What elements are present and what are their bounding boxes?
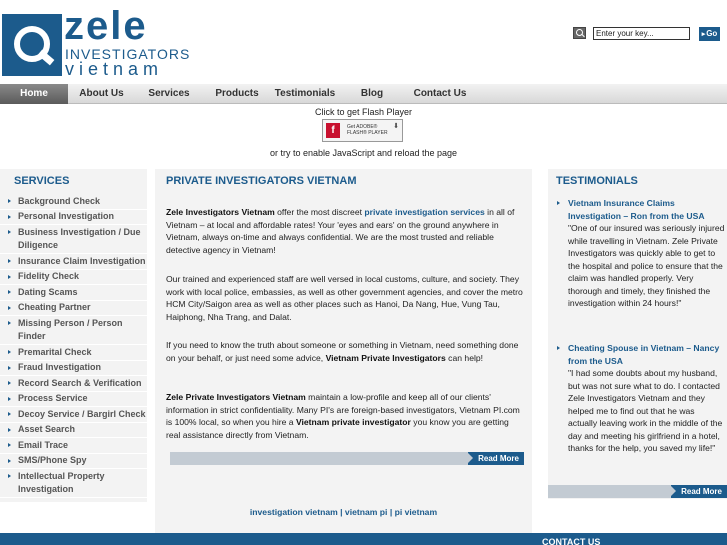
testimonial-2-body: "I had some doubts about my husband, but was not sure what to do. I contacted Zele Investigators Vietnam and they helped me to find out that he was actually leaving work in the middle of the day and meeting his girlfriend in a hotel, thanks for the help, you saved my life!": [568, 368, 723, 453]
testimonial-1-heading[interactable]: Vietnam Insurance Claims Investigation – Ron from the USA: [556, 197, 726, 222]
footer-contact-title: CONTACT US: [542, 537, 601, 545]
service-premarital-check[interactable]: Premarital Check: [0, 345, 147, 361]
pi-services-link[interactable]: private investigation services: [364, 207, 485, 217]
site-logo[interactable]: [2, 4, 191, 79]
service-missing-person[interactable]: Missing Person / Person Finder: [0, 316, 147, 345]
site-header: [0, 0, 727, 84]
services-list: [0, 194, 147, 498]
service-personal-investigation[interactable]: Personal Investigation: [0, 210, 147, 226]
flash-button-line1: Get ADOBE®: [347, 124, 378, 130]
service-intellectual-property[interactable]: Intellectual Property Investigation: [0, 469, 147, 498]
testimonial-1-body: "One of our insured was seriously injured while travelling in Vietnam. Zele Private Investigators was quickly able to get to the hospital and police to ensure that the claim was handled properly. Very thorough and timely, they finished the investigation within 24 hours!": [568, 223, 725, 308]
service-fraud-investigation[interactable]: Fraud Investigation: [0, 361, 147, 377]
testimonial-2: [556, 342, 726, 455]
services-sidebar: [0, 169, 147, 502]
intro-bold: Zele Investigators Vietnam: [166, 207, 275, 217]
nav-products[interactable]: Products: [215, 88, 259, 99]
service-process-service[interactable]: Process Service: [0, 392, 147, 408]
logo-country: vietnam: [65, 59, 164, 79]
testimonials-readmore-bar: [548, 485, 727, 498]
nav-home[interactable]: Home: [0, 84, 68, 104]
staff-paragraph: Our trained and experienced staff are well versed in local customs, culture, and society. They work with local police, embassies, as well as other government agencies, and cover the metro HCM City/Saigon area as well as other places such as Hanoi, Da Nang, Hue, Vung Tau, Haiphong, Nha Trang, and Dalat.: [166, 274, 523, 322]
logo-q-icon: [2, 14, 62, 76]
main-read-more-button[interactable]: Read More: [468, 452, 524, 465]
search-go-button[interactable]: ▸ Go: [699, 27, 720, 41]
testimonials-title: TESTIMONIALS: [556, 175, 638, 187]
service-fidelity-check[interactable]: Fidelity Check: [0, 270, 147, 286]
main-nav: [0, 84, 727, 104]
service-email-trace[interactable]: Email Trace: [0, 438, 147, 454]
seo-links[interactable]: investigation vietnam | vietnam pi | pi vietnam: [249, 507, 438, 517]
main-content: [155, 169, 532, 545]
service-sms-phone-spy[interactable]: SMS/Phone Spy: [0, 454, 147, 470]
service-background-check[interactable]: Background Check: [0, 194, 147, 210]
testimonial-1: [556, 197, 726, 310]
confidentiality-paragraph: Zele Private Investigators Vietnam maintain a low-profile and keep all of our clients' information in strict confidentiality. Many PI's are foreign-based investigators, Vietnam PI.com is 100% local, so when you hire a Vietnam private investigator you know you are getting real assistance directly from Vietnam.: [166, 392, 520, 440]
search-icon: [573, 27, 586, 39]
nav-about-us[interactable]: About Us: [79, 88, 124, 99]
service-cheating-partner[interactable]: Cheating Partner: [0, 301, 147, 317]
service-business-investigation[interactable]: Business Investigation / Due Diligence: [0, 225, 147, 254]
main-readmore-bar: [170, 452, 524, 465]
service-insurance-claim[interactable]: Insurance Claim Investigation: [0, 254, 147, 270]
page-title: PRIVATE INVESTIGATORS VIETNAM: [166, 175, 357, 187]
get-flash-button[interactable]: [322, 119, 403, 142]
testimonials-read-more-button[interactable]: Read More: [671, 485, 727, 498]
testimonial-2-heading[interactable]: Cheating Spouse in Vietnam – Nancy from the USA: [556, 342, 726, 367]
flash-icon: f: [326, 123, 340, 138]
services-title: SERVICES: [14, 175, 70, 187]
service-asset-search[interactable]: Asset Search: [0, 423, 147, 439]
flash-button-line2: FLASH® PLAYER: [347, 130, 388, 136]
download-icon: ⬇: [393, 123, 399, 130]
service-record-search[interactable]: Record Search & Verification: [0, 376, 147, 392]
nav-contact-us[interactable]: Contact Us: [413, 88, 467, 99]
footer-bar: [0, 533, 727, 545]
help-paragraph: If you need to know the truth about someone or something in Vietnam, need something done on your behalf, or just need some advice, Vietnam Private Investigators can help!: [166, 340, 519, 363]
nav-blog[interactable]: Blog: [360, 88, 384, 99]
intro-paragraph: Zele Investigators Vietnam offer the most discreet private investigation services in all of Vietnam – at local and affordable rates! Your 'eyes and ears' on the ground anywhere in Vietnam, always on-time and always confidential. We are the most trusted and reliable detective agency in Vietnam!: [166, 207, 515, 255]
logo-subtitle: INVESTIGATORS: [65, 46, 191, 62]
nav-testimonials[interactable]: Testimonials: [274, 88, 336, 99]
logo-wordmark: zele: [64, 4, 148, 48]
search-input[interactable]: [593, 27, 690, 40]
service-decoy[interactable]: Decoy Service / Bargirl Check: [0, 407, 147, 423]
flash-prompt[interactable]: Click to get Flash Player: [314, 107, 413, 117]
testimonials-sidebar: [548, 169, 727, 499]
nav-services[interactable]: Services: [148, 88, 190, 99]
flash-fallback-text: or try to enable JavaScript and reload the page: [269, 148, 458, 158]
service-dating-scams[interactable]: Dating Scams: [0, 285, 147, 301]
